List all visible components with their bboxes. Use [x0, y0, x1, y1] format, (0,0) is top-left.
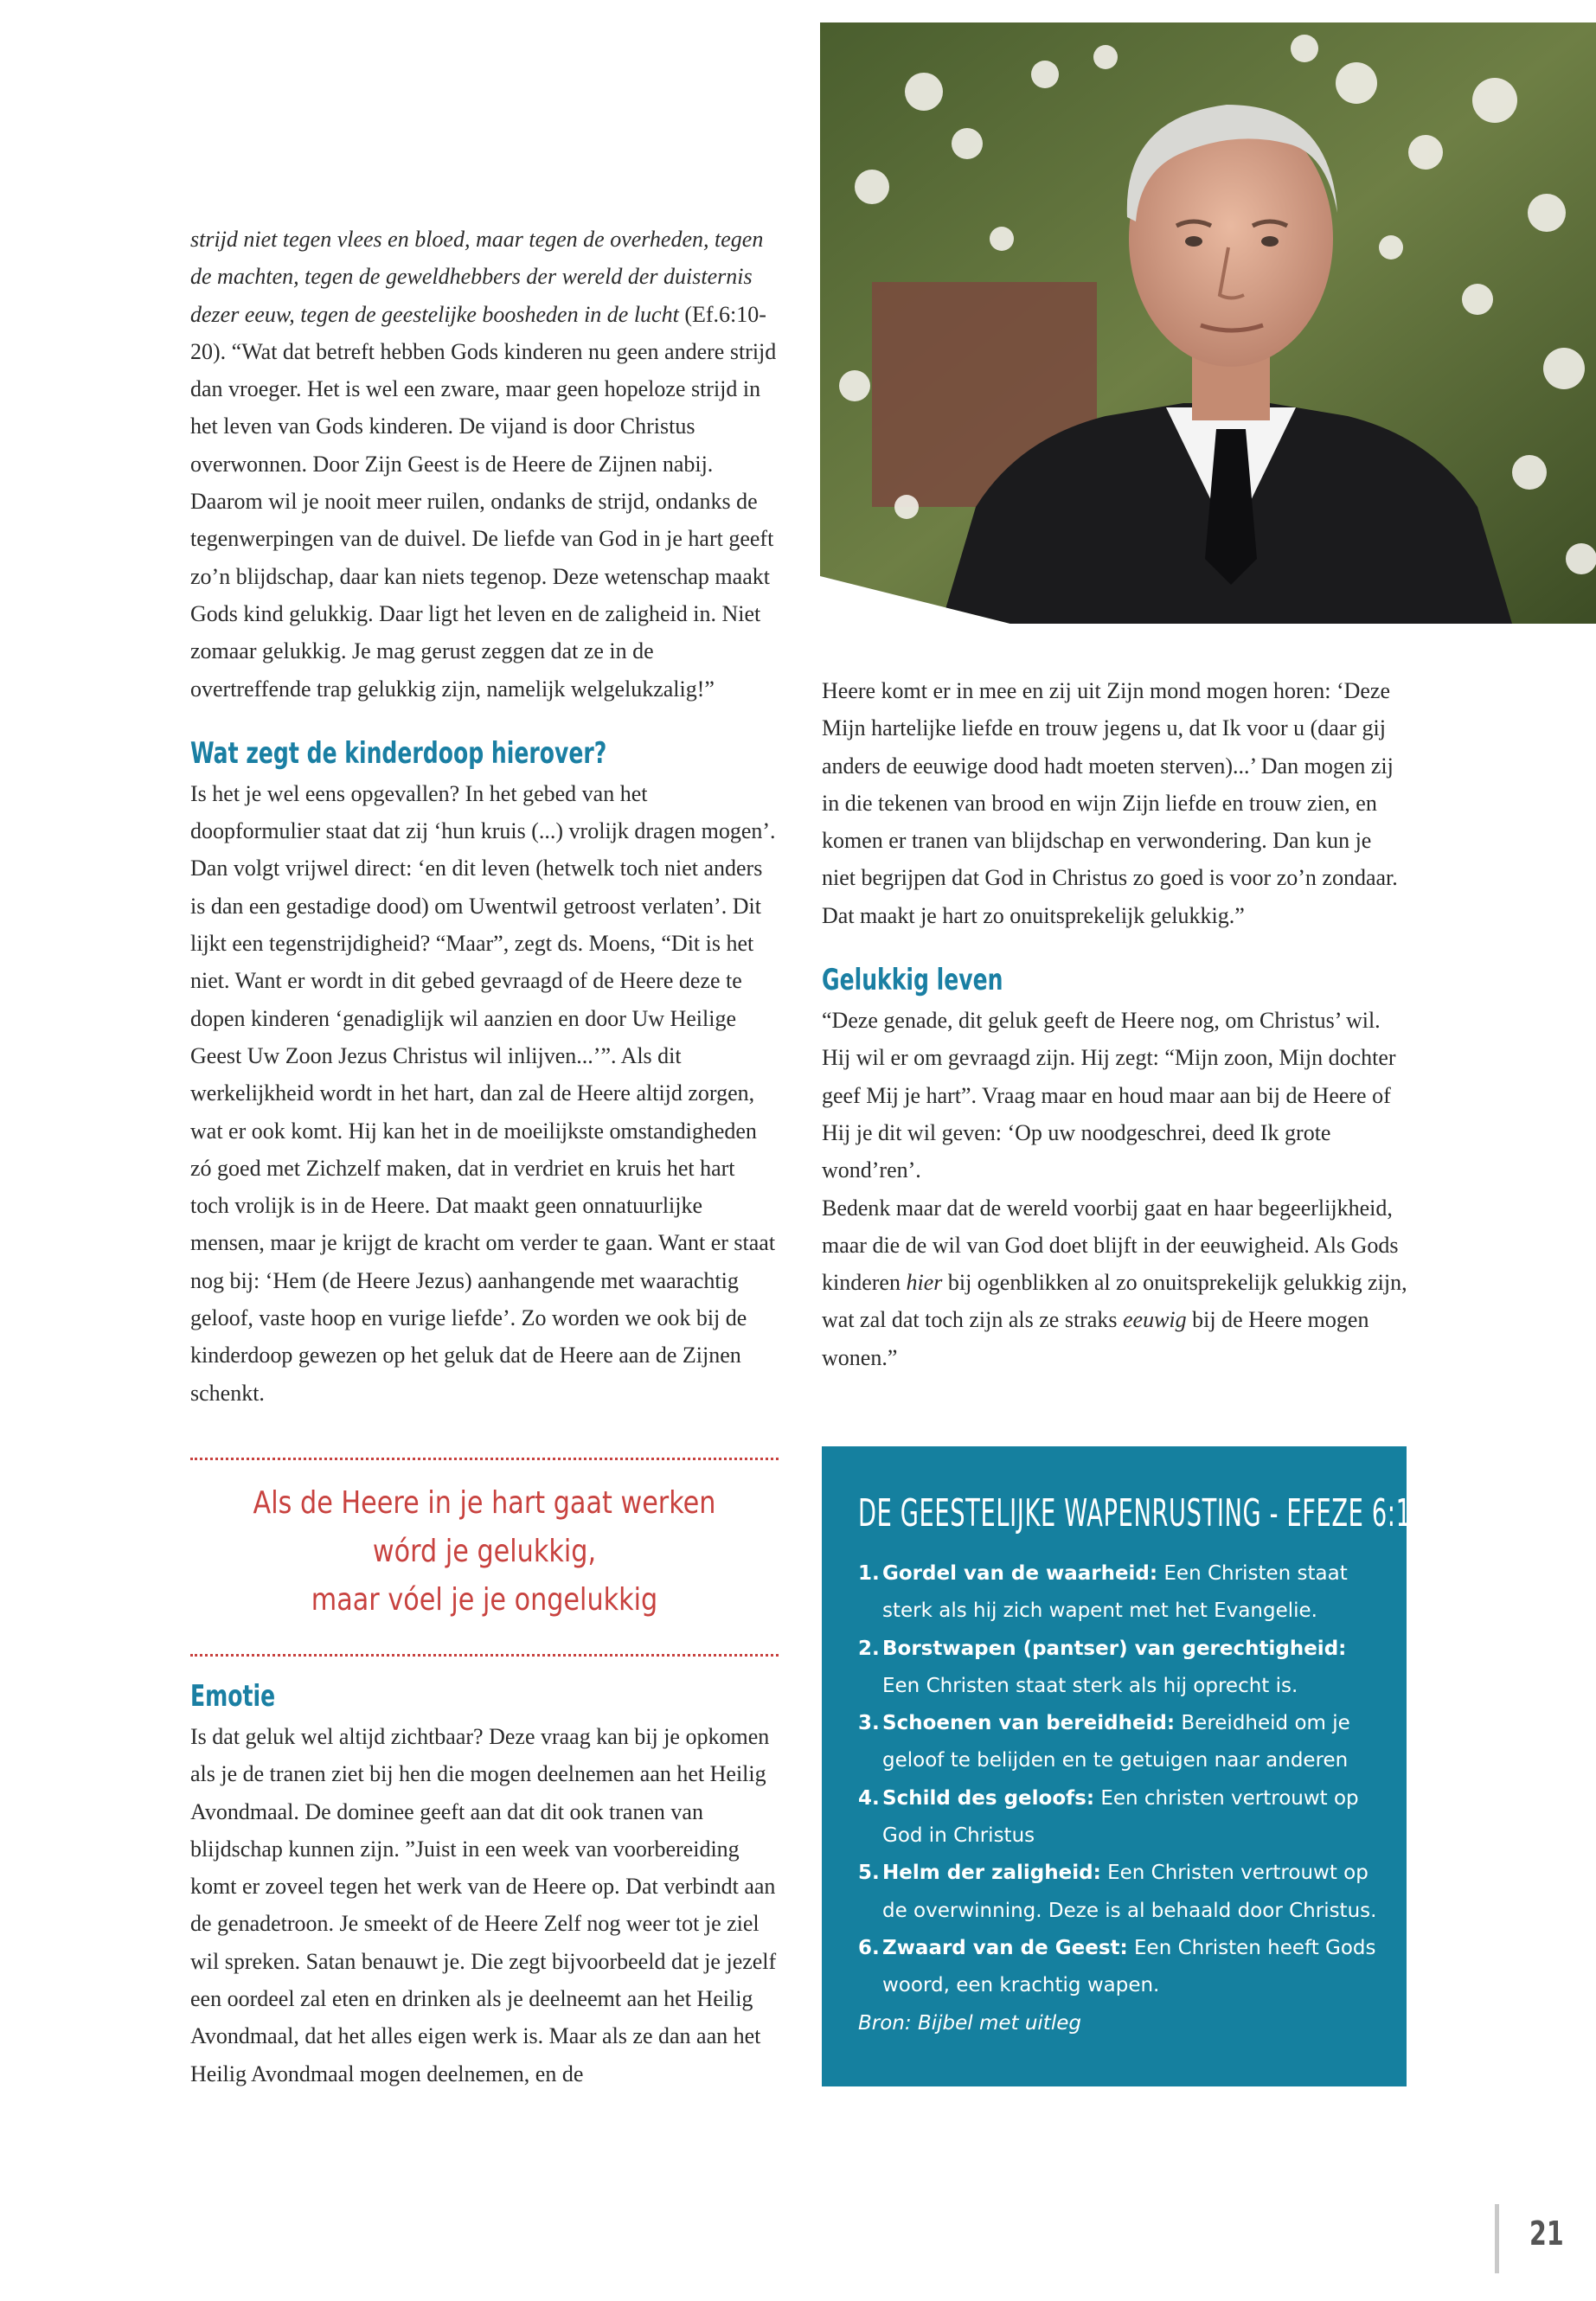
info-box-title: DE GEESTELIJKE WAPENRUSTING - EFEZE 6:10-20 — [858, 1491, 1467, 1535]
list-number: 4. — [858, 1786, 880, 1810]
list-term: Schild des geloofs: — [882, 1786, 1095, 1810]
heading-gelukkig-leven: Gelukkig leven — [822, 963, 1003, 998]
kinderdoop-paragraph: Is het je wel eens opgevallen? In het gebed van het doopformulier staat dat zij ‘hun kruis (...) vrolijk dragen mogen’. Dan volgt vrijwel direct: ‘en dit leven (hetwelk toch niet anders is dan een gestadige dood) om Uwentwil getroost verlaten’. Dit lijkt een tegenstrijdigheid? “Maar”, zegt ds. Moens, “Dit is het niet. Want er wordt in dit gebed gevraagd of de Heere deze te dopen kinderen ‘genadiglijk wil aanzien en door Uw Heilige Geest Uw Zoon Jezus Christus wil inlijven...’”. Als dit werkelijkheid wordt in het hart, dan zal de Heere altijd zorgen, wat er ook komt. Hij kan het in de moeilijkste omstandigheden zó goed met Zichzelf maken, dat in verdriet en kruis het hart toch vrolijk is in de Heere. Dat maakt geen onnatuurlijke mensen, maar je krijgt de kracht om verder te gaan. Want er staat nog bij: ‘Hem (de Heere Jezus) aanhangende met waarachtig geloof, vaste hoop en vurige liefde’. Zo worden we ook bij de kinderdoop gewezen op het geluk dat de Heere aan de Zijnen schenkt. — [190, 780, 776, 1406]
pull-quote-line-2: wórd je gelukkig, — [372, 1534, 597, 1569]
list-term: Borstwapen (pantser) van gerechtigheid: — [882, 1637, 1347, 1660]
list-number: 1. — [858, 1562, 880, 1585]
bible-quote: strijd niet tegen vlees en bloed, maar tegen de overheden, tegen de machten, tegen de geweldhebbers der wereld der duisternis dezer eeuw, tegen de geestelijke boosheden in de lucht — [190, 227, 764, 327]
list-term: Gordel van de waarheid: — [882, 1562, 1158, 1585]
list-item — [858, 1855, 1384, 1930]
bedenk-text-c: bij de Heere mogen wonen.” — [822, 1307, 1369, 1370]
list-number: 5. — [858, 1862, 880, 1885]
list-item — [858, 1555, 1384, 1631]
list-number: 2. — [858, 1637, 880, 1660]
pull-quote — [190, 1479, 779, 1625]
continued-paragraph: Heere komt er in mee en zij uit Zijn mond mogen horen: ‘Deze Mijn hartelijke liefde en trouw jegens u, dat Ik voor u (daar gij anders de eeuwige dood hadt moeten sterven)...’ Dan mogen zij in die tekenen van brood en wijn Zijn liefde en trouw zien, en komen er tranen van blijdschap en verwondering. Dan kun je niet begrijpen dat God in Christus zo goed is voor zo’n zondaar. Dat maakt je hart zo onuitsprekelijk gelukkig.” — [822, 678, 1398, 928]
list-term: Zwaard van de Geest: — [882, 1936, 1128, 1959]
list-item — [858, 1631, 1384, 1706]
portrait-photo — [820, 22, 1596, 624]
list-desc: Een Christen vertrouwt op de overwinning. Deze is al behaald door Christus. — [882, 1862, 1377, 1922]
list-item — [858, 1930, 1384, 2005]
left-column — [190, 221, 779, 1412]
list-item — [858, 1705, 1384, 1780]
heading-emotie: Emotie — [190, 1679, 276, 1714]
list-desc: Een Christen heeft Gods woord, een krachtig wapen. — [882, 1936, 1376, 1997]
emphasis-eeuwig: eeuwig — [1122, 1307, 1187, 1333]
pull-quote-line-3: maar vóel je je ongelukkig — [311, 1582, 658, 1618]
bedenk-paragraph — [822, 1189, 1410, 1376]
list-desc: Een Christen staat sterk als hij zich wapent met het Evangelie. — [882, 1562, 1348, 1623]
list-desc: Een Christen staat sterk als hij oprecht is. — [882, 1674, 1298, 1697]
intro-paragraph — [190, 221, 779, 708]
heading-kinderdoop: Wat zegt de kinderdoop hierover? — [190, 735, 607, 771]
list-term: Schoenen van bereidheid: — [882, 1712, 1176, 1735]
list-desc: Een christen vertrouwt op God in Christus — [882, 1786, 1359, 1848]
page-number-bar — [1495, 2204, 1499, 2273]
list-number: 3. — [858, 1712, 880, 1735]
right-column — [822, 672, 1410, 1376]
pull-quote-rule-bottom — [190, 1654, 779, 1657]
left-column-lower — [190, 1676, 779, 2093]
emphasis-hier: hier — [906, 1270, 943, 1296]
list-number: 6. — [858, 1936, 880, 1959]
pull-quote-line-1: Als de Heere in je hart gaat werken — [253, 1485, 716, 1521]
list-desc: Bereidheid om je geloof te belijden en te getuigen naar anderen — [882, 1712, 1350, 1772]
intro-text: (Ef.6:10-20). “Wat dat betreft hebben Gods kinderen nu geen andere strijd dan vroeger. Het is wel een zware, maar geen hopeloze strijd in het leven van Gods kinderen. De vijand is door Christus overwonnen. Door Zijn Geest is de Heere de Zijnen nabij. Daarom wil je nooit meer ruilen, ondanks de strijd, ondanks de tegenwerpingen van de duivel. De liefde van God in je hart geeft zo’n blijdschap, daar kan niets tegenop. Deze wetenschap maakt Gods kind gelukkig. Daar ligt het leven en de zaligheid in. Niet zomaar gelukkig. Je mag gerust zeggen dat ze in de overtreffende trap gelukkig zijn, namelijk welgelukzalig!” — [190, 301, 777, 702]
gelukkig-paragraph: “Deze genade, dit geluk geeft de Heere nog, om Christus’ wil. Hij wil er om gevraagd zijn. Hij zegt: “Mijn zoon, Mijn dochter geef Mij je hart”. Vraag maar en houd maar aan bij de Heere of Hij je dit wil geven: ‘Op uw noodgeschrei, deed Ik grote wond’ren’. — [822, 1008, 1396, 1183]
wapenrusting-list — [858, 1555, 1407, 2005]
info-box-source: Bron: Bijbel met uitleg — [858, 2011, 1081, 2035]
page-number: 21 — [1529, 2214, 1564, 2253]
info-box-wapenrusting — [822, 1446, 1467, 2086]
list-term: Helm der zaligheid: — [882, 1862, 1101, 1885]
emotie-paragraph: Is dat geluk wel altijd zichtbaar? Deze vraag kan bij je opkomen als je de tranen ziet bij hen die mogen deelnemen aan het Heilig Avondmaal. De dominee geeft aan dat dit ook tranen van blijdschap kunnen zijn. ”Juist in een week van voorbereiding komt er zoveel tegen het werk van de Heere op. Dat verbindt aan de genadetroon. Je smeekt of de Heere Zelf nog weer tot je ziel wil spreken. Satan benauwt je. Die zegt bijvoorbeeld dat je jezelf een oordeel zal eten en drinken als je deelneemt aan het Heilig Avondmaal, dat het alles eigen werk is. Maar als ze dan aan het Heilig Avondmaal mogen deelnemen, en de — [190, 1724, 777, 2086]
list-item — [858, 1780, 1384, 1856]
pull-quote-rule-top — [190, 1458, 779, 1460]
bedenk-text-a: Bedenk maar dat de wereld voorbij gaat en haar begeerlijkheid, maar die de wil van God doet blijft in der eeuwigheid. Als Gods kinderen — [822, 1195, 1399, 1296]
bedenk-text-b: bij ogenblikken al zo onuitsprekelijk gelukkig zijn, wat zal dat toch zijn als ze straks — [822, 1270, 1407, 1333]
